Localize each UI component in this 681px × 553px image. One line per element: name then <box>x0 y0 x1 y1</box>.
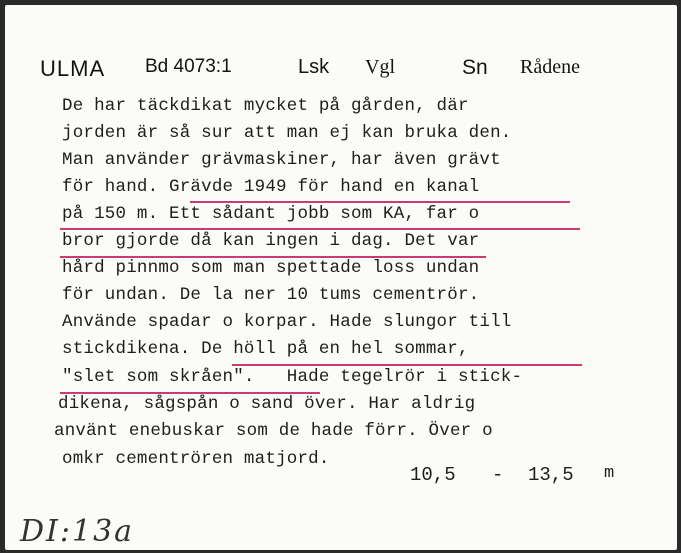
record-id: Bd 4073:1 <box>145 56 232 77</box>
text-line: Använde spadar o korpar. Hade slungor till <box>62 312 512 332</box>
measurement-unit: m <box>604 464 615 483</box>
text-line: använt enebuskar som de hade förr. Över o <box>54 421 493 441</box>
underline-mark <box>232 364 582 366</box>
measurement-dash: - <box>492 464 504 486</box>
text-line: för undan. De la ner 10 tums cementrör. <box>62 285 480 305</box>
underline-mark <box>60 256 486 258</box>
text-line: dikena, sågspån o sand över. Har aldrig <box>58 394 476 414</box>
text-line: bror gjorde då kan ingen i dag. Det var <box>62 231 480 251</box>
underline-mark <box>60 228 580 230</box>
text-line: "slet som skråen". Hade tegelrör i stick- <box>62 367 523 387</box>
landskap-label: Lsk <box>298 56 330 78</box>
text-line: för hand. Grävde 1949 för hand en kanal <box>62 177 480 197</box>
text-line: hård pinnmo som man spettade loss undan <box>62 258 480 278</box>
archive-name: ULMA <box>40 56 106 81</box>
text-line: jorden är så sur att man ej kan bruka den. <box>62 123 512 143</box>
handwritten-signature: DI:13a <box>20 514 135 549</box>
measurement-to: 13,5 <box>528 464 574 486</box>
underline-mark <box>190 201 570 203</box>
socken-label: Sn <box>462 56 488 79</box>
socken-value: Rådene <box>520 56 580 78</box>
text-line: omkr cementrören matjord. <box>62 449 330 469</box>
text-line: De har täckdikat mycket på gården, där <box>62 96 469 116</box>
text-line: stickdikena. De höll på en hel sommar, <box>62 339 469 359</box>
landskap-value: Vgl <box>365 56 395 78</box>
text-line: Man använder grävmaskiner, har även grävt <box>62 150 501 170</box>
measurement-from: 10,5 <box>410 464 456 486</box>
underline-mark <box>60 392 320 394</box>
text-line: på 150 m. Ett sådant jobb som KA, far o <box>62 204 480 224</box>
